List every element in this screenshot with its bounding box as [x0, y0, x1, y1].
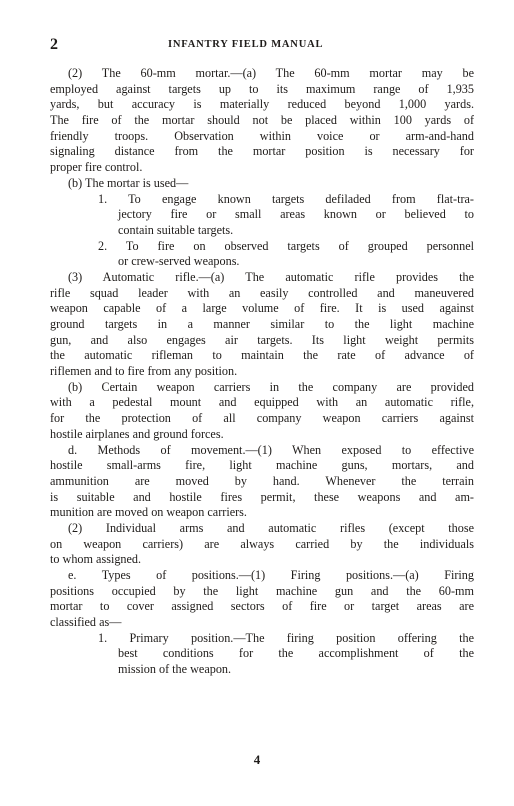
- text-line: ground targets in a manner similar to the light machine: [50, 317, 474, 331]
- text-line: rifle squad leader with an easily controlled and maneuvered: [50, 285, 474, 300]
- text-line: The fire of the mortar should not be placed within 100 yards of: [50, 113, 474, 128]
- text-line: best conditions for the accomplishment of the: [118, 646, 474, 661]
- text-line: contain suitable targets.: [118, 222, 234, 237]
- text-line: munition are moved on weapon carriers.: [50, 505, 247, 520]
- text-line: proper fire control.: [50, 160, 143, 175]
- text-line: riflemen and to fire from any position.: [50, 364, 238, 379]
- text-line: employed against targets up to its maximum range of 1,935: [50, 81, 474, 96]
- text-line: to whom assigned.: [50, 552, 142, 567]
- text-line: 2. To fire on observed targets of grouped personnel: [98, 238, 474, 253]
- text-line: d. Methods of movement.—(1) When exposed to effective: [68, 442, 474, 457]
- running-head: INFANTRY FIELD MANUAL: [168, 39, 324, 50]
- page-number: 2: [50, 36, 58, 53]
- text-line: or crew-served weapons.: [118, 254, 240, 269]
- text-line: ammunition are moved by hand. Whenever the terrain: [50, 473, 474, 488]
- text-line: with a pedestal mount and equipped with an automatic rifle,: [50, 395, 474, 410]
- text-line: gun, and also engages air targets. Its light weight permits: [50, 332, 474, 347]
- text-line: signaling distance from the mortar position is necessary for: [50, 144, 474, 159]
- text-line: mission of the weapon.: [118, 662, 232, 677]
- text-line: 1. To engage known targets defiladed from flat-tra-: [98, 191, 474, 206]
- text-line: (b) The mortar is used—: [68, 175, 189, 190]
- text-line: (b) Certain weapon carriers in the company are provided: [68, 379, 474, 394]
- body-text: [50, 66, 474, 678]
- text-line: (3) Automatic rifle.—(a) The automatic rifle provides the: [68, 269, 474, 284]
- text-line: jectory fire or small areas known or believed to: [118, 207, 474, 222]
- text-line: is suitable and hostile fires permit, these weapons and am-: [50, 489, 474, 504]
- text-line: on weapon carriers) are always carried by the individuals: [50, 536, 474, 551]
- text-line: classified as—: [50, 615, 122, 630]
- text-line: 1. Primary position.—The firing position offering the: [98, 630, 474, 645]
- text-line: hostile small-arms fire, light machine guns, mortars, and: [50, 458, 474, 473]
- text-line: friendly troops. Observation within voice or arm-and-hand: [50, 128, 474, 143]
- page-header: [0, 36, 514, 56]
- text-line: positions occupied by the light machine gun and the 60-mm: [50, 583, 474, 598]
- text-line: weapon capable of a large volume of fire. It is used against: [50, 301, 474, 316]
- text-line: (2) The 60-mm mortar.—(a) The 60-mm mortar may be: [68, 66, 474, 80]
- footer-folio: 4: [253, 752, 261, 767]
- text-line: for the protection of all company weapon carriers against: [50, 411, 474, 426]
- text-line: hostile airplanes and ground forces.: [50, 426, 224, 441]
- text-line: mortar to cover assigned sectors of fire or target areas are: [50, 599, 474, 614]
- text-line: (2) Individual arms and automatic rifles (except those: [68, 520, 474, 535]
- text-line: e. Types of positions.—(1) Firing positions.—(a) Firing: [68, 568, 474, 582]
- text-line: yards, but accuracy is materially reduced beyond 1,000 yards.: [50, 97, 474, 112]
- text-line: the automatic rifleman to maintain the rate of advance of: [50, 348, 474, 363]
